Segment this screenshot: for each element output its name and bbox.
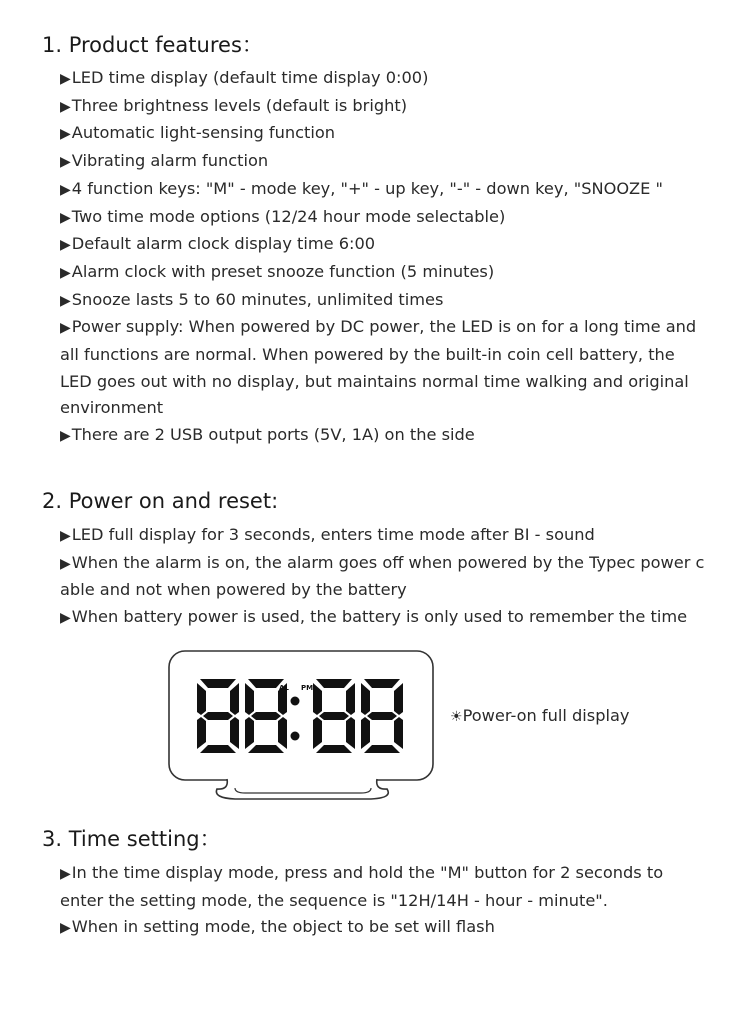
triangle-bullet-icon: ▶: [60, 154, 71, 171]
triangle-bullet-icon: ▶: [60, 71, 71, 87]
list-item: [60, 314, 710, 422]
triangle-bullet-icon: ▶: [60, 292, 71, 309]
clock-caption-text: Power-on full display: [462, 706, 630, 725]
clock-pm-label: PM: [301, 684, 314, 692]
list-item: [60, 287, 710, 315]
list-item: [60, 231, 710, 259]
section-1-title: 1. Product features：: [42, 33, 263, 57]
list-item-text: LED time display (default time display 0:00): [71, 68, 429, 87]
clock-drawing: [165, 648, 465, 808]
clock-colon-top: [291, 697, 300, 706]
list-item: [60, 120, 710, 148]
list-item: [60, 914, 710, 942]
list-item: [60, 176, 710, 204]
list-item: [60, 65, 710, 93]
list-item-text: There are 2 USB output ports (5V, 1A) on the side: [71, 425, 475, 445]
triangle-bullet-icon: ▶: [60, 209, 71, 226]
triangle-bullet-icon: ▶: [60, 126, 71, 143]
section-2-title: 2. Power on and reset:: [42, 489, 279, 513]
list-item-text: LED full display for 3 seconds, enters time mode after BI - sound: [71, 525, 595, 544]
list-item-text: Snooze lasts 5 to 60 minutes, unlimited times: [71, 289, 444, 309]
list-item: [60, 860, 710, 914]
list-item: [60, 204, 710, 232]
list-item-text: Default alarm clock display time 6:00: [71, 234, 376, 254]
list-item-text: Automatic light-sensing function: [71, 123, 336, 143]
list-item-text: Alarm clock with preset snooze function (5 minutes): [71, 261, 495, 281]
triangle-bullet-icon: ▶: [60, 181, 71, 198]
triangle-bullet-icon: ▶: [60, 320, 71, 337]
triangle-bullet-icon: ▶: [60, 866, 71, 882]
section-2-list: [60, 522, 710, 632]
section-1-list: [60, 65, 710, 450]
list-item-text: Power supply: When powered by DC power, the LED is on for a long time and all functions are normal. When powered by the built-in coin cell battery, the LED goes out with no display, but maintains normal time walking and original environment: [60, 317, 697, 418]
list-item-text: 4 function keys: "M" - mode key, "+" - up key, "-" - down key, "SNOOZE ": [71, 178, 663, 198]
list-item: [60, 422, 710, 450]
triangle-bullet-icon: ▶: [60, 610, 71, 627]
list-item-text: Two time mode options (12/24 hour mode selectable): [71, 206, 506, 226]
triangle-bullet-icon: ▶: [60, 264, 71, 281]
list-item-text: Three brightness levels (default is bright): [71, 95, 408, 115]
list-item-text: When in setting mode, the object to be set will flash: [71, 917, 495, 937]
list-item: [60, 93, 710, 121]
triangle-bullet-icon: ▶: [60, 237, 71, 254]
list-item-text: Vibrating alarm function: [71, 151, 269, 171]
triangle-bullet-icon: ▶: [60, 920, 71, 937]
clock-al-label: AL: [279, 684, 289, 692]
triangle-bullet-icon: ▶: [60, 98, 71, 115]
list-item-text: When the alarm is on, the alarm goes off when powered by the Typec power c able and not when powered by the battery: [60, 552, 705, 600]
list-item-text: When battery power is used, the battery is only used to remember the time: [71, 607, 688, 627]
list-item: [60, 259, 710, 287]
list-item: [60, 148, 710, 176]
list-item-text: In the time display mode, press and hold the "M" button for 2 seconds to enter the setting mode, the sequence is "12H/14H - hour - minute".: [60, 863, 664, 910]
section-3-title: 3. Time setting：: [42, 827, 221, 851]
triangle-bullet-icon: ▶: [60, 555, 71, 572]
list-item: [60, 604, 710, 632]
list-item: [60, 522, 710, 550]
clock-stand: [216, 779, 388, 799]
clock-caption: [450, 703, 630, 730]
triangle-bullet-icon: ▶: [60, 528, 71, 544]
list-item: [60, 550, 710, 604]
triangle-bullet-icon: ▶: [60, 428, 71, 445]
section-3-list: [60, 860, 710, 942]
clock-colon-bottom: [291, 732, 300, 741]
sun-icon: ☀: [450, 709, 463, 725]
clock-illustration: [165, 648, 465, 808]
